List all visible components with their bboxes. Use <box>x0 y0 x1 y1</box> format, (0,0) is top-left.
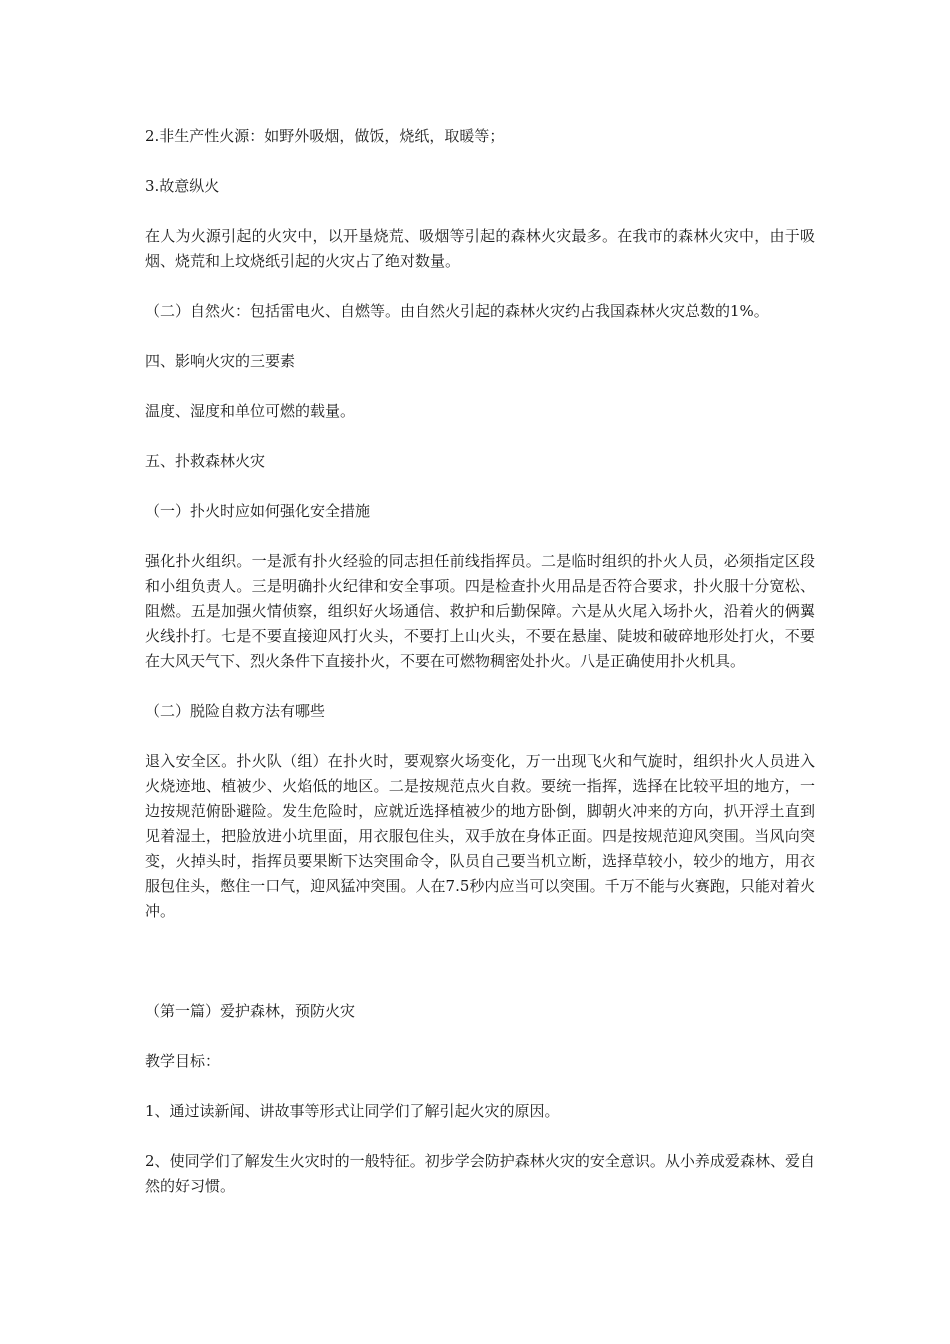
teaching-goal-1: 1、通过读新闻、讲故事等形式让同学们了解引起火灾的原因。 <box>145 1102 560 1120</box>
paragraph-arson: 3.故意纵火 <box>145 177 220 195</box>
paragraph-natural-fire: （二）自然火：包括雷电火、自燃等。由自然火引起的森林火灾约占我国森林火灾总数的1%。 <box>145 302 769 320</box>
document-body <box>145 124 815 1224</box>
paragraph-three-factors: 温度、湿度和单位可燃的载量。 <box>145 402 356 420</box>
section-spacer <box>145 949 815 999</box>
lesson-title: （第一篇）爱护森林，预防火灾 <box>145 1002 356 1020</box>
paragraph-safety-measures: 强化扑火组织。一是派有扑火经验的同志担任前线指挥员。二是临时组织的扑火人员，必须指定区段和小组负责人。三是明确扑火纪律和安全事项。四是检查扑火用品是否符合要求，扑火服十分宽松、阻燃。五是加强火情侦察，组织好火场通信、救护和后勤保障。六是从火尾入场扑火，沿着火的俩翼火线扑打。七是不要直接迎风打火头，不要打上山火头，不要在悬崖、陡坡和破碎地形处打火，不要在大风天气下、烈火条件下直接扑火，不要在可燃物稠密处扑火。八是正确使用扑火机具。 <box>145 552 815 670</box>
paragraph-self-rescue: 退入安全区。扑火队（组）在扑火时，要观察火场变化，万一出现飞火和气旋时，组织扑火人员进入火烧迹地、植被少、火焰低的地区。二是按规范点火自救。要统一指挥，选择在比较平坦的地方，一边按规范俯卧避险。发生危险时，应就近选择植被少的地方卧倒，脚朝火冲来的方向，扒开浮土直到见着湿土，把脸放进小坑里面，用衣服包住头，双手放在身体正面。四是按规范迎风突围。当风向突变，火掉头时，指挥员要果断下达突围命令，队员自己要当机立断，选择草较小，较少的地方，用衣服包住头，憋住一口气，迎风猛冲突围。人在7.5秒内应当可以突围。千万不能与火赛跑，只能对着火冲。 <box>145 752 815 920</box>
heading-self-rescue: （二）脱险自救方法有哪些 <box>145 702 326 720</box>
heading-three-factors: 四、影响火灾的三要素 <box>145 352 296 370</box>
paragraph-human-caused-fires: 在人为火源引起的火灾中，以开垦烧荒、吸烟等引起的森林火灾最多。在我市的森林火灾中，由于吸烟、烧荒和上坟烧纸引起的火灾占了绝对数量。 <box>145 227 815 270</box>
paragraph-nonproduction-fire-source: 2.非生产性火源：如野外吸烟，做饭，烧纸，取暖等； <box>145 127 505 145</box>
heading-safety-measures: （一）扑火时应如何强化安全措施 <box>145 502 371 520</box>
heading-fighting-forest-fire: 五、扑救森林火灾 <box>145 452 266 470</box>
heading-teaching-goals: 教学目标： <box>145 1052 221 1070</box>
teaching-goal-2: 2、使同学们了解发生火灾时的一般特征。初步学会防护森林火灾的安全意识。从小养成爱森林、爱自然的好习惯。 <box>145 1152 815 1195</box>
